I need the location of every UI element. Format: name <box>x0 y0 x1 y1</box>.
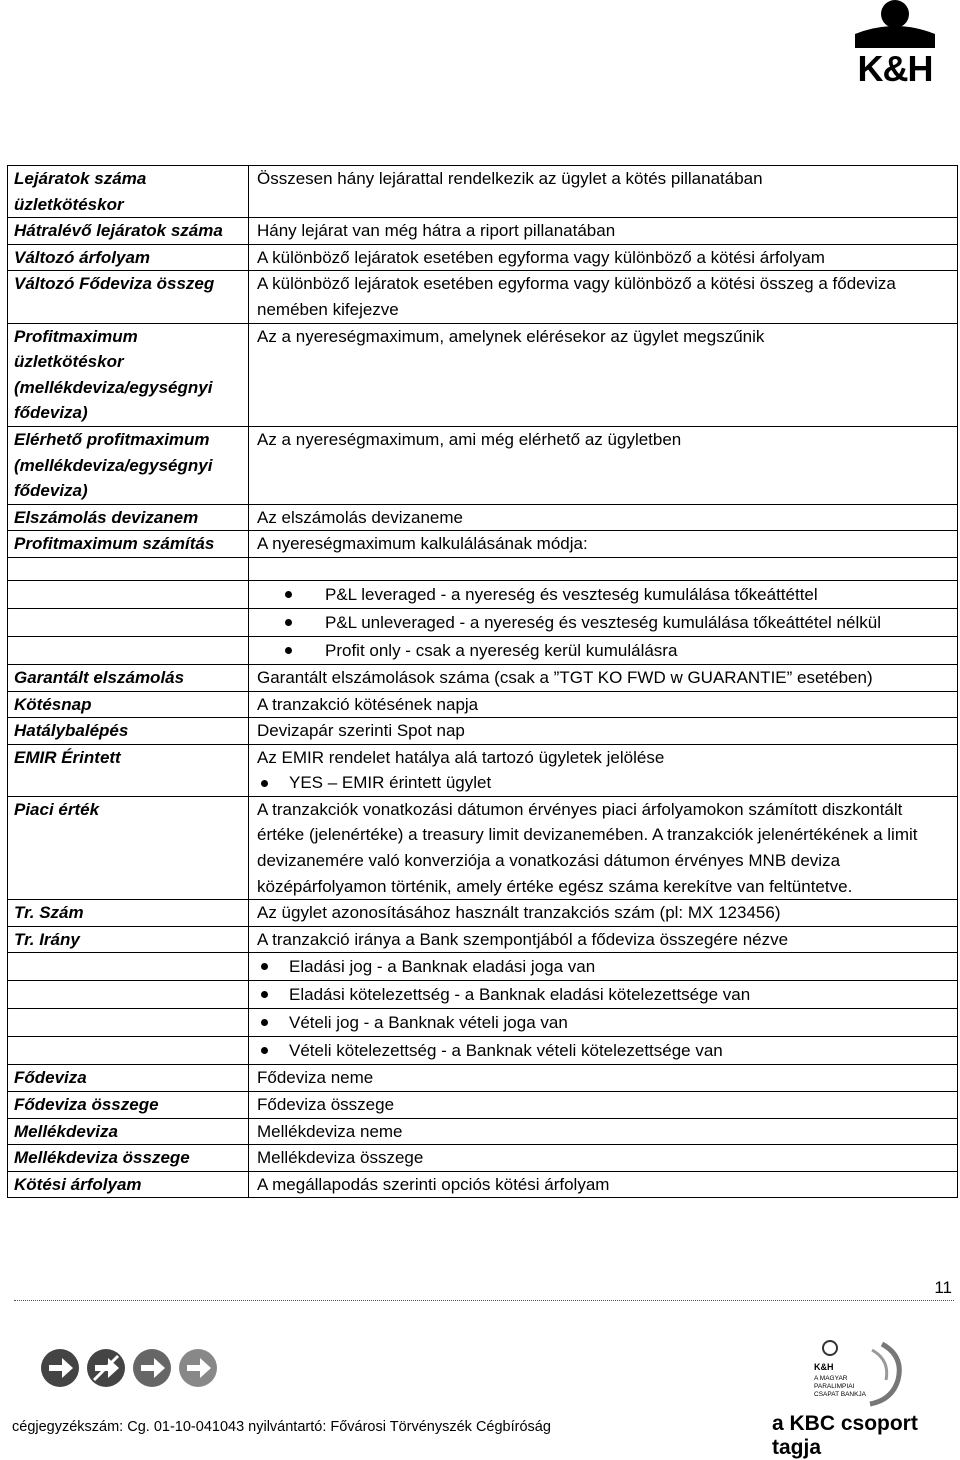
description-cell: Mellékdeviza neme <box>249 1118 958 1145</box>
kh-logo-text: K&H <box>857 48 933 89</box>
term-cell: Fődeviza összege <box>8 1092 249 1119</box>
term-cell: Profitmaximum üzletkötéskor (mellékdeviza/egységnyi fődeviza) <box>8 323 249 426</box>
term-cell: Fődeviza <box>8 1065 249 1092</box>
term-cell: Piaci érték <box>8 796 249 899</box>
table-row <box>8 664 958 691</box>
emblem-line: PARALIMPIAI <box>814 1383 855 1390</box>
table-row <box>8 744 958 796</box>
description-cell: Az elszámolás devizaneme <box>249 504 958 531</box>
term-cell <box>8 981 249 1009</box>
table-row <box>8 244 958 271</box>
emblem-line: CSAPAT BANKJA <box>814 1391 867 1398</box>
arrow-right-icon <box>132 1348 172 1388</box>
table-row <box>8 1118 958 1145</box>
table-row <box>8 218 958 245</box>
bullet-list <box>257 953 951 980</box>
bullet-list <box>257 637 951 664</box>
table-row <box>8 1037 958 1065</box>
table-row <box>8 1145 958 1172</box>
table-row <box>8 926 958 953</box>
paralympic-emblem-icon <box>812 1336 912 1408</box>
list-item: YES – EMIR érintett ügylet <box>257 770 951 796</box>
description-cell: Fődeviza összege <box>249 1092 958 1119</box>
description-cell <box>249 608 958 636</box>
term-cell: Mellékdeviza összege <box>8 1145 249 1172</box>
bullet-list <box>257 581 951 608</box>
term-cell: Változó árfolyam <box>8 244 249 271</box>
table-row <box>8 557 958 580</box>
term-cell: Kötési árfolyam <box>8 1171 249 1198</box>
list-item: Profit only - csak a nyereség kerül kumulálásra <box>257 637 951 664</box>
bullet-list <box>257 1009 951 1036</box>
table-row <box>8 271 958 323</box>
term-cell: Elszámolás devizanem <box>8 504 249 531</box>
table-row <box>8 426 958 504</box>
bullet-list <box>257 1037 951 1064</box>
description-cell: Fődeviza neme <box>249 1065 958 1092</box>
description-cell: A megállapodás szerinti opciós kötési árfolyam <box>249 1171 958 1198</box>
table-row <box>8 608 958 636</box>
table-row <box>8 900 958 927</box>
description-cell: Az a nyereségmaximum, amelynek elérésekor az ügylet megszűnik <box>249 323 958 426</box>
table-row <box>8 691 958 718</box>
table-row <box>8 718 958 745</box>
bullet-list <box>257 981 951 1008</box>
table-row <box>8 636 958 664</box>
table-row <box>8 953 958 981</box>
term-cell: Mellékdeviza <box>8 1118 249 1145</box>
description-text: Az EMIR rendelet hatálya alá tartozó ügyletek jelölése <box>257 747 665 767</box>
term-cell: Garantált elszámolás <box>8 664 249 691</box>
kbc-tagline: a KBC csoport tagja <box>772 1412 918 1459</box>
description-cell: Hány lejárat van még hátra a riport pillanatában <box>249 218 958 245</box>
term-cell: Hátralévő lejáratok száma <box>8 218 249 245</box>
table-row <box>8 1009 958 1037</box>
list-item: Vételi jog - a Banknak vételi joga van <box>257 1009 951 1036</box>
description-cell: A nyereségmaximum kalkulálásának módja: <box>249 531 958 558</box>
term-cell: Tr. Irány <box>8 926 249 953</box>
term-cell <box>8 580 249 608</box>
table-row <box>8 796 958 899</box>
table-row <box>8 1171 958 1198</box>
description-cell: Az ügylet azonosításához használt tranzakciós szám (pl: MX 123456) <box>249 900 958 927</box>
description-cell <box>249 1009 958 1037</box>
kh-logo <box>835 0 955 90</box>
term-cell: Tr. Szám <box>8 900 249 927</box>
term-cell <box>8 636 249 664</box>
arrow-right-icon <box>178 1348 218 1388</box>
term-cell <box>8 953 249 981</box>
description-cell <box>249 953 958 981</box>
description-cell: Garantált elszámolások száma (csak a ”TGT KO FWD w GUARANTIE” esetében) <box>249 664 958 691</box>
page-number: 11 <box>934 1278 952 1297</box>
emblem-brand: K&H <box>814 1362 834 1372</box>
description-cell: A tranzakciók vonatkozási dátumon érvényes piaci árfolyamokon számított diszkontált értéke (jelenértéke) a treasury limit devizanemében. A tranzakciók jelenértékének a limit devizanemére való konverziója a vonatkozási dátumon érvényes MNB deviza középárfolyamon történik, amely értéke egész száma kerekítve van feltüntetve. <box>249 796 958 899</box>
table-row <box>8 1065 958 1092</box>
description-cell: Az a nyereségmaximum, ami még elérhető az ügyletben <box>249 426 958 504</box>
term-cell <box>8 557 249 580</box>
list-item: Eladási kötelezettség - a Banknak eladási kötelezettsége van <box>257 981 951 1008</box>
table-row <box>8 504 958 531</box>
emblem-line: A MAGYAR <box>814 1375 848 1382</box>
description-cell: A különböző lejáratok esetében egyforma vagy különböző a kötési összeg a fődeviza nemében kifejezve <box>249 271 958 323</box>
table-row <box>8 166 958 218</box>
term-cell: Hatálybalépés <box>8 718 249 745</box>
description-cell: A tranzakció kötésének napja <box>249 691 958 718</box>
description-cell: A különböző lejáratok esetében egyforma vagy különböző a kötési árfolyam <box>249 244 958 271</box>
footer-divider <box>14 1300 954 1301</box>
term-cell <box>8 608 249 636</box>
list-item: P&L leveraged - a nyereség és veszteség kumulálása tőkeáttéttel <box>257 581 951 608</box>
description-cell <box>249 580 958 608</box>
term-cell <box>8 1037 249 1065</box>
kh-logo-mark-icon <box>835 0 955 50</box>
arrow-no-entry-icon <box>86 1348 126 1388</box>
table-row <box>8 323 958 426</box>
term-cell: Lejáratok száma üzletkötéskor <box>8 166 249 218</box>
description-cell <box>249 981 958 1009</box>
term-cell: Profitmaximum számítás <box>8 531 249 558</box>
list-item: Eladási jog - a Banknak eladási joga van <box>257 953 951 980</box>
table-row <box>8 531 958 558</box>
term-cell: Változó Fődeviza összeg <box>8 271 249 323</box>
table-row <box>8 580 958 608</box>
arrow-right-icon <box>40 1348 80 1388</box>
company-registration: cégjegyzékszám: Cg. 01-10-041043 nyilvántartó: Fővárosi Törvényszék Cégbíróság <box>12 1419 551 1435</box>
description-cell: A tranzakció iránya a Bank szempontjából a fődeviza összegére nézve <box>249 926 958 953</box>
term-cell: Elérhető profitmaximum (mellékdeviza/egységnyi fődeviza) <box>8 426 249 504</box>
term-cell: Kötésnap <box>8 691 249 718</box>
term-cell <box>8 1009 249 1037</box>
definitions-table <box>7 165 958 1198</box>
description-cell: Összesen hány lejárattal rendelkezik az ügylet a kötés pillanatában <box>249 166 958 218</box>
description-cell <box>249 636 958 664</box>
list-item: Vételi kötelezettség - a Banknak vételi kötelezettsége van <box>257 1037 951 1064</box>
list-item: P&L unleveraged - a nyereség és veszteség kumulálása tőkeáttétel nélkül <box>257 609 951 636</box>
description-cell: Mellékdeviza összege <box>249 1145 958 1172</box>
footer-arrows <box>40 1348 220 1394</box>
table-row <box>8 981 958 1009</box>
bullet-list <box>257 609 951 636</box>
description-cell <box>249 1037 958 1065</box>
description-cell <box>249 744 958 796</box>
table-row <box>8 1092 958 1119</box>
description-cell: Devizapár szerinti Spot nap <box>249 718 958 745</box>
term-cell: EMIR Érintett <box>8 744 249 796</box>
description-cell <box>249 557 958 580</box>
bullet-list <box>257 770 951 796</box>
